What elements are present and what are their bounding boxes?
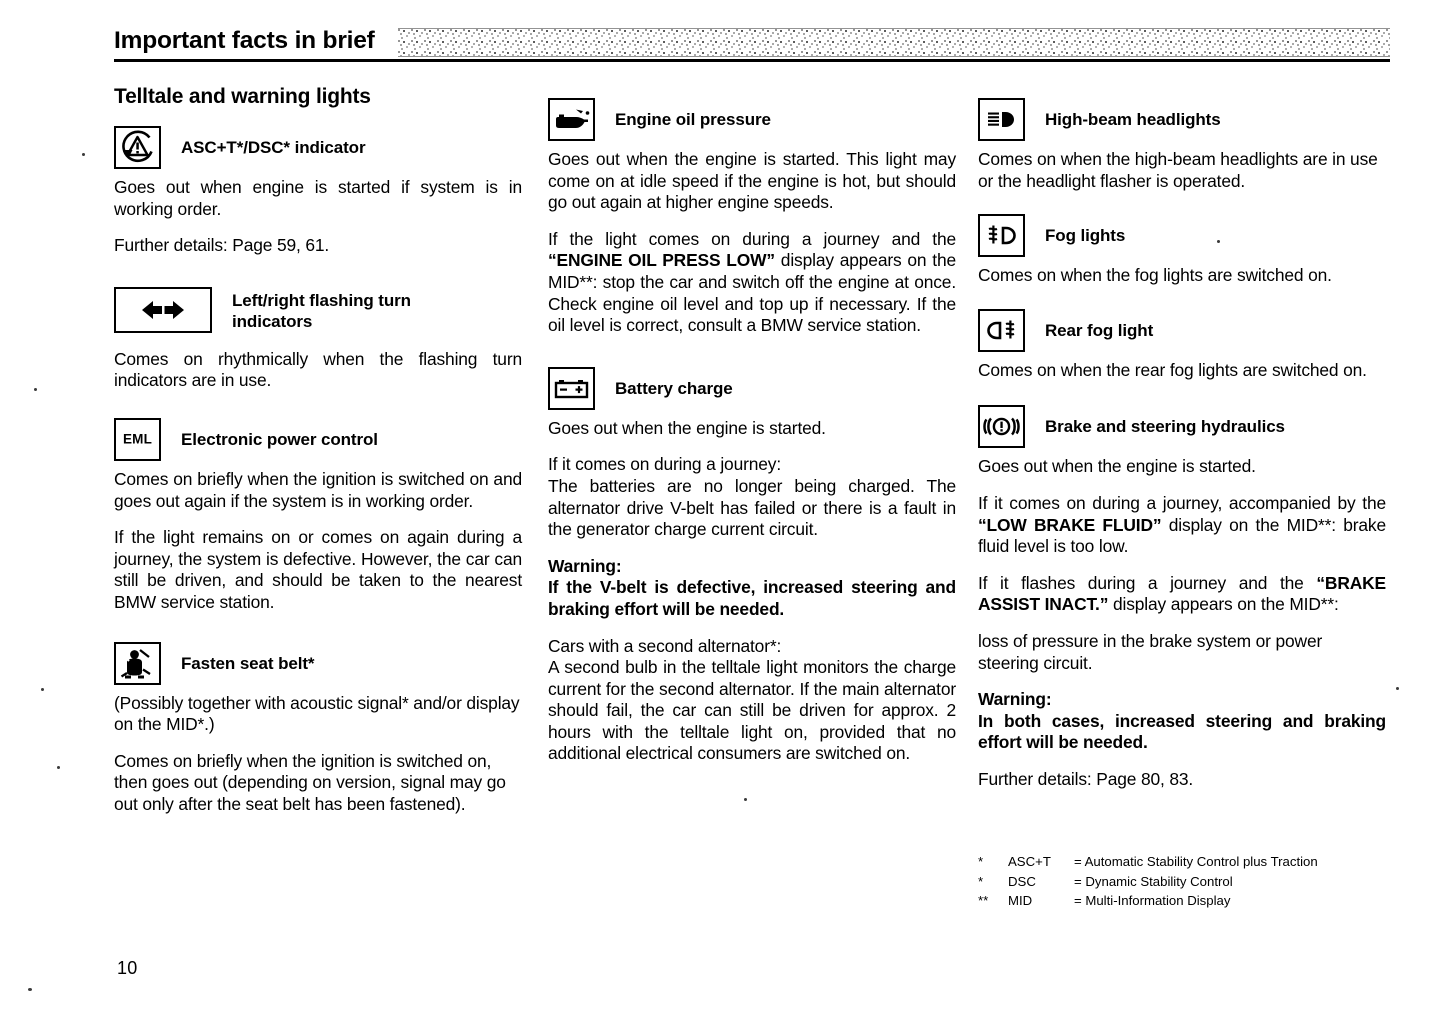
entry-label-turn-indicators: Left/right flashing turn indicators — [232, 290, 411, 331]
rear-fog-light-icon — [978, 309, 1025, 352]
scan-speck — [57, 766, 60, 769]
footnote-abbr: DSC — [1008, 873, 1036, 889]
brake-warning-body: In both cases, increased steering and braking effort will be needed. — [978, 710, 1386, 753]
paragraph-alternator-1: Cars with a second alternator*: — [548, 635, 782, 656]
entry-fog-lights — [978, 214, 1386, 257]
entry-label-brake-hydraulics: Brake and steering hydraulics — [1045, 417, 1285, 437]
oil-press-bold: “ENGINE OIL PRESS LOW” — [548, 250, 775, 271]
paragraph-turn-1: Comes on rhythmically when the flashing turn indicators are in use. — [114, 348, 522, 391]
fog-light-icon — [978, 214, 1025, 257]
footnote-mark: * — [978, 873, 984, 889]
battery-icon — [548, 367, 595, 410]
paragraph-highbeam-1: Comes on when the high-beam headlights are in use or the headlight flasher is operated. — [978, 149, 1378, 191]
paragraph-battery-2: If it comes on during a journey: — [548, 454, 781, 475]
footnote-mark: * — [978, 854, 984, 869]
scan-speck — [34, 388, 37, 391]
oil-press-suffix: display appears on the MID**: stop the car and switch off the engine at once. Check engine oil level and top up if necessary. If the oil level is correct, consult a BMW service station. — [548, 250, 956, 336]
entry-rear-fog-light — [978, 309, 1386, 352]
footnote-row — [978, 891, 1398, 911]
oil-press-prefix: If the light comes on during a journey and the — [548, 228, 956, 249]
footnote-abbr: MID — [1008, 893, 1033, 908]
footnote-definition: = Automatic Stability Control plus Traction — [1074, 854, 1318, 869]
page-header — [114, 26, 1390, 62]
paragraph-brake-assist — [978, 573, 1386, 616]
section-title-telltale: Telltale and warning lights — [114, 85, 371, 108]
entry-label-asc-dsc: ASC+T*/DSC* indicator — [181, 138, 366, 157]
footnote-legend — [978, 852, 1398, 911]
eml-icon-text: EML — [122, 431, 153, 447]
entry-label-fog-lights: Fog lights — [1045, 226, 1126, 246]
entry-label-high-beam: High-beam headlights — [1045, 110, 1221, 129]
page-title: Important facts in brief — [114, 27, 375, 54]
footnote-abbr: ASC+T — [1008, 854, 1051, 869]
paragraph-brake-1: Goes out when the engine is started. — [978, 456, 1256, 477]
footnote-row — [978, 852, 1398, 872]
entry-turn-indicators — [114, 287, 522, 333]
entry-engine-oil-pressure — [548, 98, 956, 141]
scan-speck — [744, 798, 747, 801]
header-rule — [114, 59, 1390, 62]
lowfluid-bold: “LOW BRAKE FLUID” — [978, 514, 1162, 535]
paragraph-eml-2: If the light remains on or comes on again during a journey, the system is defective. However, the car can still be driven, and should be taken to the nearest BMW service station. — [114, 527, 522, 612]
entry-label-rear-fog-light: Rear fog light — [1045, 320, 1154, 340]
paragraph-belt-1: (Possibly together with acoustic signal* and/or display on the MID*.) — [114, 692, 520, 735]
entry-label-eml: Electronic power control — [181, 429, 378, 449]
entry-label-battery-charge: Battery charge — [615, 378, 733, 398]
column-1 — [114, 84, 522, 831]
scan-speck — [82, 153, 85, 156]
paragraph-battery-1: Goes out when the engine is started. — [548, 417, 826, 438]
oil-can-icon — [548, 98, 595, 141]
paragraph-asc-2: Further details: Page 59, 61. — [114, 235, 330, 256]
assist-bold: “BRAKE ASSIST INACT.” — [978, 572, 1386, 615]
high-beam-icon — [978, 98, 1025, 141]
lowfluid-prefix: If it comes on during a journey, accompanied by the — [978, 492, 1386, 513]
entry-eml — [114, 418, 522, 461]
entry-brake-hydraulics — [978, 405, 1386, 448]
entry-label-engine-oil-pressure: Engine oil pressure — [615, 110, 771, 129]
entry-asc-dsc — [114, 126, 522, 169]
entry-label-seat-belt: Fasten seat belt* — [181, 653, 315, 673]
scan-speck — [1396, 687, 1399, 690]
paragraph-rearfog-1: Comes on when the rear fog lights are switched on. — [978, 359, 1367, 380]
paragraph-battery-3: The batteries are no longer being charged. The alternator drive V-belt has failed or there is a fault in the generator charge current circuit. — [548, 475, 956, 540]
paragraph-eml-1: Comes on briefly when the ignition is switched on and goes out again if the system is in working order. — [114, 468, 522, 511]
paragraph-oil-1: Goes out when the engine is started. This light may come on at idle speed if the engine is hot, but should go out again at higher engine speeds. — [548, 149, 956, 213]
seat-belt-icon — [114, 642, 161, 685]
paragraph-oil-2 — [548, 229, 956, 337]
assist-suffix: display appears on the MID**: — [1108, 594, 1339, 615]
footnote-definition: = Dynamic Stability Control — [1074, 873, 1233, 889]
battery-warning-title: Warning: — [548, 555, 622, 576]
column-2 — [548, 84, 956, 780]
column-3 — [978, 84, 1386, 806]
page-number: 10 — [117, 958, 138, 978]
lowfluid-suffix: display on the MID**: brake fluid level is too low. — [978, 514, 1387, 557]
turn-indicator-icon — [114, 287, 212, 333]
paragraph-brake-loss: loss of pressure in the brake system or power steering circuit. — [978, 630, 1323, 673]
asc-dsc-icon — [114, 126, 161, 169]
brake-hydraulics-icon — [978, 405, 1025, 448]
eml-icon — [114, 418, 161, 461]
footnote-row — [978, 872, 1398, 892]
entry-battery-charge — [548, 367, 956, 410]
scan-speck — [41, 688, 44, 691]
footnote-mark: ** — [978, 893, 989, 908]
header-decorative-band — [398, 28, 1390, 57]
scan-speck — [28, 988, 32, 991]
footnote-definition: = Multi-Information Display — [1074, 893, 1231, 908]
paragraph-asc-1: Goes out when engine is started if system is in working order. — [114, 177, 522, 219]
entry-high-beam — [978, 98, 1386, 141]
paragraph-fog-1: Comes on when the fog lights are switched on. — [978, 265, 1332, 286]
brake-warning-title: Warning: — [978, 689, 1052, 710]
paragraph-brake-lowfluid — [978, 493, 1386, 558]
entry-seat-belt — [114, 642, 522, 685]
paragraph-brake-further: Further details: Page 80, 83. — [978, 768, 1194, 789]
assist-prefix: If it flashes during a journey and the — [978, 572, 1317, 593]
battery-warning-body: If the V-belt is defective, increased steering and braking effort will be needed. — [548, 577, 956, 619]
paragraph-alternator-2: A second bulb in the telltale light monitors the charge current for the second alternator. If the main alternator should fail, the car can still be driven for approx. 2 hours with the telltale light on, provided that no additional electrical consumers are switched on. — [548, 657, 956, 764]
paragraph-belt-2: Comes on briefly when the ignition is switched on, then goes out (depending on version, signal may go out only after the seat belt has been fastened). — [114, 750, 506, 814]
